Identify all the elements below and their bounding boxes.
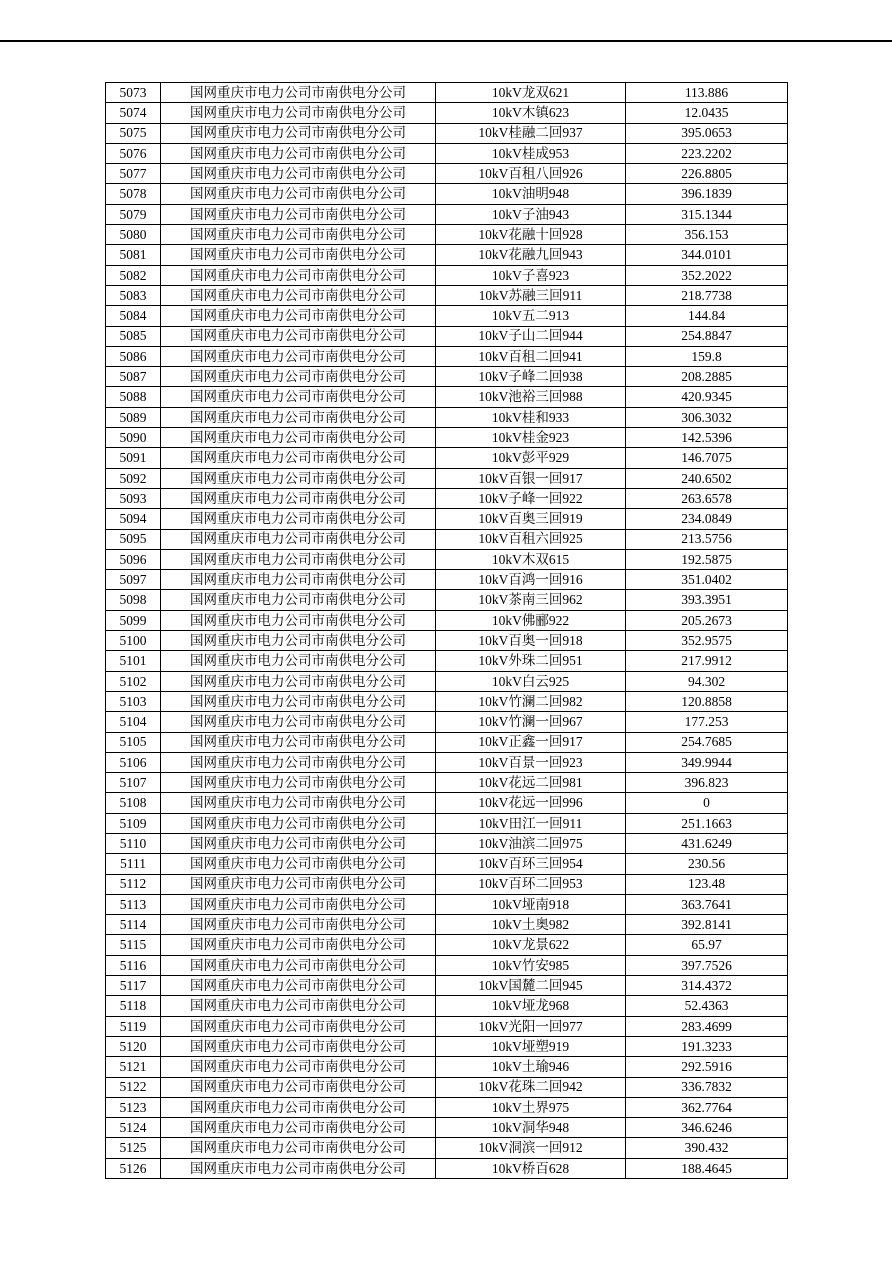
value-cell: 292.5916 [626,1057,788,1077]
value-cell: 314.4372 [626,976,788,996]
company-cell: 国网重庆市电力公司市南供电分公司 [161,225,436,245]
power-line-table [105,82,788,1179]
row-id-cell: 5079 [106,204,161,224]
table-row [106,732,788,752]
table-row [106,164,788,184]
table-body [106,83,788,1179]
row-id-cell: 5108 [106,793,161,813]
row-id-cell: 5114 [106,915,161,935]
table-row [106,1077,788,1097]
table-row [106,874,788,894]
feeder-name-cell: 10kV百租六回925 [436,529,626,549]
company-cell: 国网重庆市电力公司市南供电分公司 [161,509,436,529]
table-row [106,1118,788,1138]
feeder-name-cell: 10kV土瑜946 [436,1057,626,1077]
table-row [106,387,788,407]
company-cell: 国网重庆市电力公司市南供电分公司 [161,935,436,955]
company-cell: 国网重庆市电力公司市南供电分公司 [161,407,436,427]
table-row [106,671,788,691]
feeder-name-cell: 10kV白云925 [436,671,626,691]
value-cell: 142.5396 [626,428,788,448]
feeder-name-cell: 10kV桂金923 [436,428,626,448]
feeder-name-cell: 10kV子峰一回922 [436,488,626,508]
value-cell: 349.9944 [626,752,788,772]
company-cell: 国网重庆市电力公司市南供电分公司 [161,1016,436,1036]
company-cell: 国网重庆市电力公司市南供电分公司 [161,428,436,448]
value-cell: 144.84 [626,306,788,326]
feeder-name-cell: 10kV百环二回953 [436,874,626,894]
table-row [106,1138,788,1158]
table-row [106,793,788,813]
table-row [106,367,788,387]
table-row [106,103,788,123]
row-id-cell: 5087 [106,367,161,387]
company-cell: 国网重庆市电力公司市南供电分公司 [161,1077,436,1097]
value-cell: 254.7685 [626,732,788,752]
row-id-cell: 5094 [106,509,161,529]
company-cell: 国网重庆市电力公司市南供电分公司 [161,996,436,1016]
company-cell: 国网重庆市电力公司市南供电分公司 [161,103,436,123]
feeder-name-cell: 10kV百鸿一回916 [436,570,626,590]
value-cell: 113.886 [626,83,788,103]
value-cell: 240.6502 [626,468,788,488]
row-id-cell: 5073 [106,83,161,103]
table-row [106,529,788,549]
feeder-name-cell: 10kV龙双621 [436,83,626,103]
value-cell: 12.0435 [626,103,788,123]
value-cell: 351.0402 [626,570,788,590]
company-cell: 国网重庆市电力公司市南供电分公司 [161,1138,436,1158]
company-cell: 国网重庆市电力公司市南供电分公司 [161,488,436,508]
table-row [106,488,788,508]
feeder-name-cell: 10kV光阳一回977 [436,1016,626,1036]
row-id-cell: 5077 [106,164,161,184]
table-row [106,1158,788,1178]
feeder-name-cell: 10kV百奥三回919 [436,509,626,529]
row-id-cell: 5095 [106,529,161,549]
table-row [106,83,788,103]
company-cell: 国网重庆市电力公司市南供电分公司 [161,691,436,711]
value-cell: 344.0101 [626,245,788,265]
row-id-cell: 5093 [106,488,161,508]
feeder-name-cell: 10kV苏融三回911 [436,285,626,305]
feeder-name-cell: 10kV土界975 [436,1097,626,1117]
feeder-name-cell: 10kV百租二回941 [436,346,626,366]
row-id-cell: 5102 [106,671,161,691]
row-id-cell: 5110 [106,833,161,853]
value-cell: 65.97 [626,935,788,955]
row-id-cell: 5107 [106,773,161,793]
feeder-name-cell: 10kV垭南918 [436,894,626,914]
company-cell: 国网重庆市电力公司市南供电分公司 [161,549,436,569]
feeder-name-cell: 10kV土奥982 [436,915,626,935]
table-row [106,752,788,772]
row-id-cell: 5119 [106,1016,161,1036]
table-row [106,306,788,326]
value-cell: 362.7764 [626,1097,788,1117]
value-cell: 352.9575 [626,631,788,651]
company-cell: 国网重庆市电力公司市南供电分公司 [161,1158,436,1178]
row-id-cell: 5100 [106,631,161,651]
row-id-cell: 5082 [106,265,161,285]
row-id-cell: 5126 [106,1158,161,1178]
company-cell: 国网重庆市电力公司市南供电分公司 [161,83,436,103]
table-row [106,773,788,793]
value-cell: 159.8 [626,346,788,366]
feeder-name-cell: 10kV佛郦922 [436,610,626,630]
feeder-name-cell: 10kV百奥一回918 [436,631,626,651]
company-cell: 国网重庆市电力公司市南供电分公司 [161,833,436,853]
table-row [106,833,788,853]
value-cell: 146.7075 [626,448,788,468]
value-cell: 191.3233 [626,1036,788,1056]
row-id-cell: 5089 [106,407,161,427]
row-id-cell: 5117 [106,976,161,996]
row-id-cell: 5105 [106,732,161,752]
value-cell: 420.9345 [626,387,788,407]
row-id-cell: 5091 [106,448,161,468]
company-cell: 国网重庆市电力公司市南供电分公司 [161,955,436,975]
value-cell: 217.9912 [626,651,788,671]
company-cell: 国网重庆市电力公司市南供电分公司 [161,529,436,549]
table-row [106,549,788,569]
table-row [106,691,788,711]
feeder-name-cell: 10kV花融九回943 [436,245,626,265]
value-cell: 395.0653 [626,123,788,143]
value-cell: 254.8847 [626,326,788,346]
row-id-cell: 5097 [106,570,161,590]
feeder-name-cell: 10kV百租八回926 [436,164,626,184]
table-row [106,590,788,610]
row-id-cell: 5121 [106,1057,161,1077]
feeder-name-cell: 10kV油明948 [436,184,626,204]
company-cell: 国网重庆市电力公司市南供电分公司 [161,1057,436,1077]
table-row [106,1057,788,1077]
table-row [106,996,788,1016]
value-cell: 0 [626,793,788,813]
table-row [106,1016,788,1036]
company-cell: 国网重庆市电力公司市南供电分公司 [161,671,436,691]
value-cell: 234.0849 [626,509,788,529]
row-id-cell: 5081 [106,245,161,265]
table-row [106,346,788,366]
feeder-name-cell: 10kV花珠二回942 [436,1077,626,1097]
company-cell: 国网重庆市电力公司市南供电分公司 [161,894,436,914]
row-id-cell: 5096 [106,549,161,569]
table-row [106,245,788,265]
value-cell: 213.5756 [626,529,788,549]
company-cell: 国网重庆市电力公司市南供电分公司 [161,976,436,996]
row-id-cell: 5101 [106,651,161,671]
table-row [106,265,788,285]
company-cell: 国网重庆市电力公司市南供电分公司 [161,143,436,163]
value-cell: 315.1344 [626,204,788,224]
table-row [106,428,788,448]
row-id-cell: 5106 [106,752,161,772]
table-row [106,1097,788,1117]
feeder-name-cell: 10kV木双615 [436,549,626,569]
row-id-cell: 5124 [106,1118,161,1138]
row-id-cell: 5076 [106,143,161,163]
value-cell: 363.7641 [626,894,788,914]
value-cell: 390.432 [626,1138,788,1158]
company-cell: 国网重庆市电力公司市南供电分公司 [161,245,436,265]
value-cell: 192.5875 [626,549,788,569]
value-cell: 52.4363 [626,996,788,1016]
feeder-name-cell: 10kV竹澜二回982 [436,691,626,711]
feeder-name-cell: 10kV油滨二回975 [436,833,626,853]
company-cell: 国网重庆市电力公司市南供电分公司 [161,631,436,651]
company-cell: 国网重庆市电力公司市南供电分公司 [161,813,436,833]
feeder-name-cell: 10kV木镇623 [436,103,626,123]
row-id-cell: 5123 [106,1097,161,1117]
feeder-name-cell: 10kV花融十回928 [436,225,626,245]
feeder-name-cell: 10kV子喜923 [436,265,626,285]
table-row [106,631,788,651]
feeder-name-cell: 10kV子山二回944 [436,326,626,346]
company-cell: 国网重庆市电力公司市南供电分公司 [161,793,436,813]
company-cell: 国网重庆市电力公司市南供电分公司 [161,164,436,184]
value-cell: 208.2885 [626,367,788,387]
company-cell: 国网重庆市电力公司市南供电分公司 [161,326,436,346]
feeder-name-cell: 10kV桂成953 [436,143,626,163]
value-cell: 188.4645 [626,1158,788,1178]
table-row [106,184,788,204]
table-row [106,225,788,245]
row-id-cell: 5103 [106,691,161,711]
company-cell: 国网重庆市电力公司市南供电分公司 [161,306,436,326]
table-row [106,570,788,590]
value-cell: 392.8141 [626,915,788,935]
feeder-name-cell: 10kV桂和933 [436,407,626,427]
table-row [106,1036,788,1056]
company-cell: 国网重庆市电力公司市南供电分公司 [161,123,436,143]
table-row [106,468,788,488]
feeder-name-cell: 10kV百环三回954 [436,854,626,874]
row-id-cell: 5112 [106,874,161,894]
table-row [106,854,788,874]
value-cell: 123.48 [626,874,788,894]
table-row [106,915,788,935]
row-id-cell: 5115 [106,935,161,955]
company-cell: 国网重庆市电力公司市南供电分公司 [161,915,436,935]
feeder-name-cell: 10kV田江一回911 [436,813,626,833]
value-cell: 226.8805 [626,164,788,184]
table-row [106,712,788,732]
feeder-name-cell: 10kV竹安985 [436,955,626,975]
table-row [106,509,788,529]
value-cell: 393.3951 [626,590,788,610]
feeder-name-cell: 10kV洞滨一回912 [436,1138,626,1158]
row-id-cell: 5084 [106,306,161,326]
value-cell: 205.2673 [626,610,788,630]
company-cell: 国网重庆市电力公司市南供电分公司 [161,610,436,630]
company-cell: 国网重庆市电力公司市南供电分公司 [161,448,436,468]
row-id-cell: 5074 [106,103,161,123]
row-id-cell: 5113 [106,894,161,914]
table-row [106,813,788,833]
value-cell: 177.253 [626,712,788,732]
table-row [106,407,788,427]
company-cell: 国网重庆市电力公司市南供电分公司 [161,570,436,590]
value-cell: 396.823 [626,773,788,793]
row-id-cell: 5111 [106,854,161,874]
table-row [106,204,788,224]
company-cell: 国网重庆市电力公司市南供电分公司 [161,468,436,488]
value-cell: 396.1839 [626,184,788,204]
feeder-name-cell: 10kV龙景622 [436,935,626,955]
feeder-name-cell: 10kV池裕三回988 [436,387,626,407]
table-row [106,143,788,163]
company-cell: 国网重庆市电力公司市南供电分公司 [161,590,436,610]
feeder-name-cell: 10kV垭龙968 [436,996,626,1016]
value-cell: 346.6246 [626,1118,788,1138]
feeder-name-cell: 10kV茶南三回962 [436,590,626,610]
company-cell: 国网重庆市电力公司市南供电分公司 [161,752,436,772]
value-cell: 223.2202 [626,143,788,163]
table-row [106,955,788,975]
value-cell: 352.2022 [626,265,788,285]
row-id-cell: 5098 [106,590,161,610]
value-cell: 397.7526 [626,955,788,975]
row-id-cell: 5078 [106,184,161,204]
company-cell: 国网重庆市电力公司市南供电分公司 [161,367,436,387]
value-cell: 94.302 [626,671,788,691]
feeder-name-cell: 10kV彭平929 [436,448,626,468]
company-cell: 国网重庆市电力公司市南供电分公司 [161,204,436,224]
feeder-name-cell: 10kV百银一回917 [436,468,626,488]
feeder-name-cell: 10kV洞华948 [436,1118,626,1138]
feeder-name-cell: 10kV正鑫一回917 [436,732,626,752]
company-cell: 国网重庆市电力公司市南供电分公司 [161,874,436,894]
company-cell: 国网重庆市电力公司市南供电分公司 [161,773,436,793]
row-id-cell: 5118 [106,996,161,1016]
feeder-name-cell: 10kV百景一回923 [436,752,626,772]
table-row [106,894,788,914]
row-id-cell: 5109 [106,813,161,833]
row-id-cell: 5122 [106,1077,161,1097]
feeder-name-cell: 10kV花远二回981 [436,773,626,793]
company-cell: 国网重庆市电力公司市南供电分公司 [161,1036,436,1056]
feeder-name-cell: 10kV子峰二回938 [436,367,626,387]
table-row [106,123,788,143]
row-id-cell: 5120 [106,1036,161,1056]
company-cell: 国网重庆市电力公司市南供电分公司 [161,732,436,752]
value-cell: 251.1663 [626,813,788,833]
feeder-name-cell: 10kV国麓二回945 [436,976,626,996]
value-cell: 431.6249 [626,833,788,853]
company-cell: 国网重庆市电力公司市南供电分公司 [161,1097,436,1117]
value-cell: 230.56 [626,854,788,874]
row-id-cell: 5085 [106,326,161,346]
value-cell: 336.7832 [626,1077,788,1097]
value-cell: 283.4699 [626,1016,788,1036]
row-id-cell: 5116 [106,955,161,975]
feeder-name-cell: 10kV子油943 [436,204,626,224]
table-row [106,976,788,996]
feeder-name-cell: 10kV五二913 [436,306,626,326]
row-id-cell: 5104 [106,712,161,732]
company-cell: 国网重庆市电力公司市南供电分公司 [161,265,436,285]
company-cell: 国网重庆市电力公司市南供电分公司 [161,387,436,407]
company-cell: 国网重庆市电力公司市南供电分公司 [161,184,436,204]
row-id-cell: 5099 [106,610,161,630]
company-cell: 国网重庆市电力公司市南供电分公司 [161,1118,436,1138]
row-id-cell: 5092 [106,468,161,488]
feeder-name-cell: 10kV竹澜一回967 [436,712,626,732]
row-id-cell: 5080 [106,225,161,245]
feeder-name-cell: 10kV花远一回996 [436,793,626,813]
row-id-cell: 5083 [106,285,161,305]
table-row [106,326,788,346]
value-cell: 263.6578 [626,488,788,508]
value-cell: 218.7738 [626,285,788,305]
table-row [106,448,788,468]
company-cell: 国网重庆市电力公司市南供电分公司 [161,346,436,366]
company-cell: 国网重庆市电力公司市南供电分公司 [161,854,436,874]
table-row [106,651,788,671]
value-cell: 356.153 [626,225,788,245]
value-cell: 120.8858 [626,691,788,711]
feeder-name-cell: 10kV桂融二回937 [436,123,626,143]
row-id-cell: 5125 [106,1138,161,1158]
feeder-name-cell: 10kV外珠二回951 [436,651,626,671]
top-rule [0,40,892,42]
row-id-cell: 5088 [106,387,161,407]
row-id-cell: 5086 [106,346,161,366]
feeder-name-cell: 10kV垭塑919 [436,1036,626,1056]
row-id-cell: 5090 [106,428,161,448]
value-cell: 306.3032 [626,407,788,427]
table-row [106,285,788,305]
table-row [106,935,788,955]
table-row [106,610,788,630]
company-cell: 国网重庆市电力公司市南供电分公司 [161,651,436,671]
company-cell: 国网重庆市电力公司市南供电分公司 [161,712,436,732]
row-id-cell: 5075 [106,123,161,143]
company-cell: 国网重庆市电力公司市南供电分公司 [161,285,436,305]
feeder-name-cell: 10kV桥百628 [436,1158,626,1178]
